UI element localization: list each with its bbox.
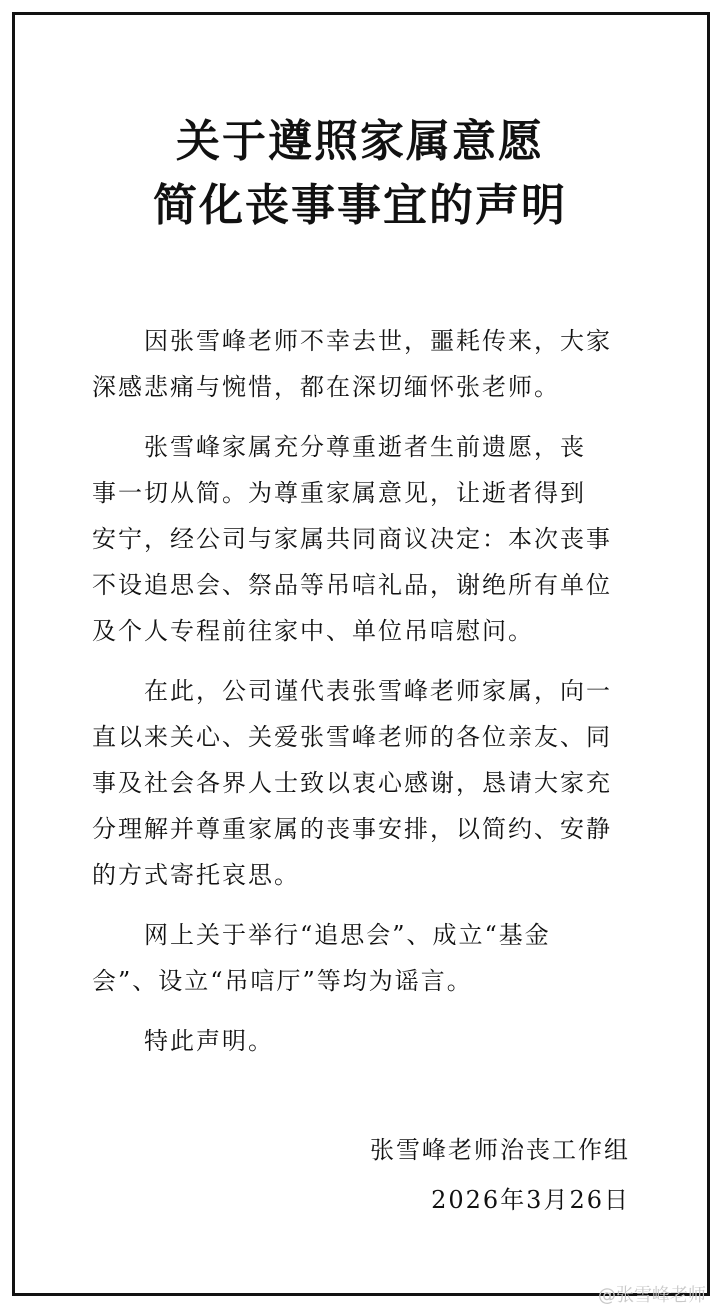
- signature-date: 2026年3月26日: [431, 1186, 630, 1214]
- title-line-1: 关于遵照家属意愿: [176, 116, 544, 167]
- signature-organization: 张雪峰老师治丧工作组: [370, 1136, 630, 1164]
- paragraph-line: 不设追思会、祭品等吊唁礼品，谢绝所有单位: [92, 571, 612, 599]
- paragraph-2: [92, 424, 636, 654]
- watermark: @张雪峰老师: [598, 1285, 706, 1306]
- paragraph-line: 直以来关心、关爱张雪峰老师的各位亲友、同: [92, 723, 612, 751]
- paragraph-line: 安宁，经公司与家属共同商议决定：本次丧事: [92, 525, 612, 553]
- paragraph-3: [92, 668, 636, 898]
- paragraph-line: 事及社会各界人士致以衷心感谢，恳请大家充: [92, 769, 612, 797]
- paragraph-line: 及个人专程前往家中、单位吊唁慰问。: [92, 617, 534, 645]
- paragraph-4: [92, 912, 636, 1004]
- paragraph-line: 深感悲痛与惋惜，都在深切缅怀张老师。: [92, 373, 560, 401]
- statement-body: [92, 318, 636, 1078]
- paragraph-line: 的方式寄托哀思。: [92, 861, 300, 889]
- paragraph-1: [92, 318, 636, 410]
- paragraph-line: 在此，公司谨代表张雪峰老师家属，向一: [144, 677, 612, 705]
- paragraph-line: 分理解并尊重家属的丧事安排，以简约、安静: [92, 815, 612, 843]
- paragraph-5: [92, 1018, 636, 1064]
- paragraph-line: 事一切从简。为尊重家属意见，让逝者得到: [92, 479, 586, 507]
- paragraph-line: 张雪峰家属充分尊重逝者生前遗愿，丧: [144, 433, 586, 461]
- paragraph-line: 特此声明。: [144, 1027, 274, 1055]
- paragraph-line: 网上关于举行“追思会”、成立“基金: [144, 921, 551, 949]
- paragraph-line: 会”、设立“吊唁厅”等均为谣言。: [92, 967, 473, 995]
- title-line-2: 简化丧事事宜的声明: [153, 180, 567, 231]
- paragraph-line: 因张雪峰老师不幸去世，噩耗传来，大家: [144, 327, 612, 355]
